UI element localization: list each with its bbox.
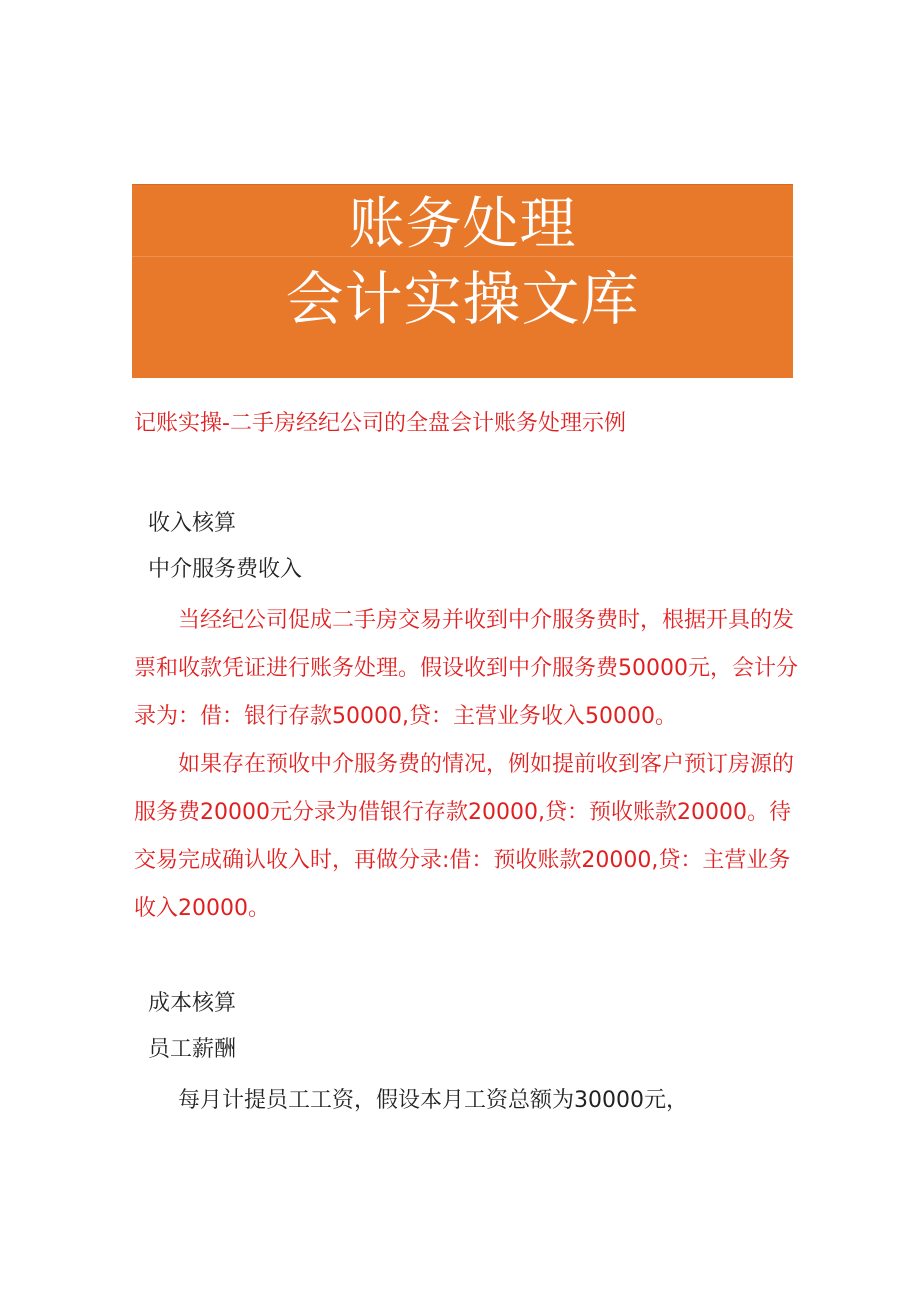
title-banner xyxy=(132,184,793,378)
paragraph-salary-accrual: 每月计提员工工资，假设本月工资总额为30000元， xyxy=(178,1088,688,1113)
cost-paragraphs xyxy=(134,1077,806,1125)
subheading-agency-fee-revenue: 中介服务费收入 xyxy=(148,557,303,582)
banner-title-line-1: 账务处理 xyxy=(348,192,577,257)
banner-title-line-2: 会计实操文库 xyxy=(285,265,640,333)
document-title: 记账实操-二手房经纪公司的全盘会计账务处理示例 xyxy=(134,411,626,436)
revenue-paragraphs xyxy=(134,597,806,933)
section-heading-cost: 成本核算 xyxy=(148,991,237,1016)
section-heading-revenue: 收入核算 xyxy=(148,511,237,536)
subheading-employee-salary: 员工薪酬 xyxy=(148,1037,237,1062)
paragraph-prepaid-fee: 如果存在预收中介服务费的情况，例如提前收到客户预订房源的服务费20000元分录为借银行存款20000,贷：预收账款20000。待交易完成确认收入时，再做分录:借：预收账款20000,贷：主营业务收入20000。 xyxy=(134,752,795,921)
paragraph-agency-fee: 当经纪公司促成二手房交易并收到中介服务费时，根据开具的发票和收款凭证进行账务处理。假设收到中介服务费50000元，会计分录为：借：银行存款50000,贷：主营业务收入50000。 xyxy=(134,608,798,729)
